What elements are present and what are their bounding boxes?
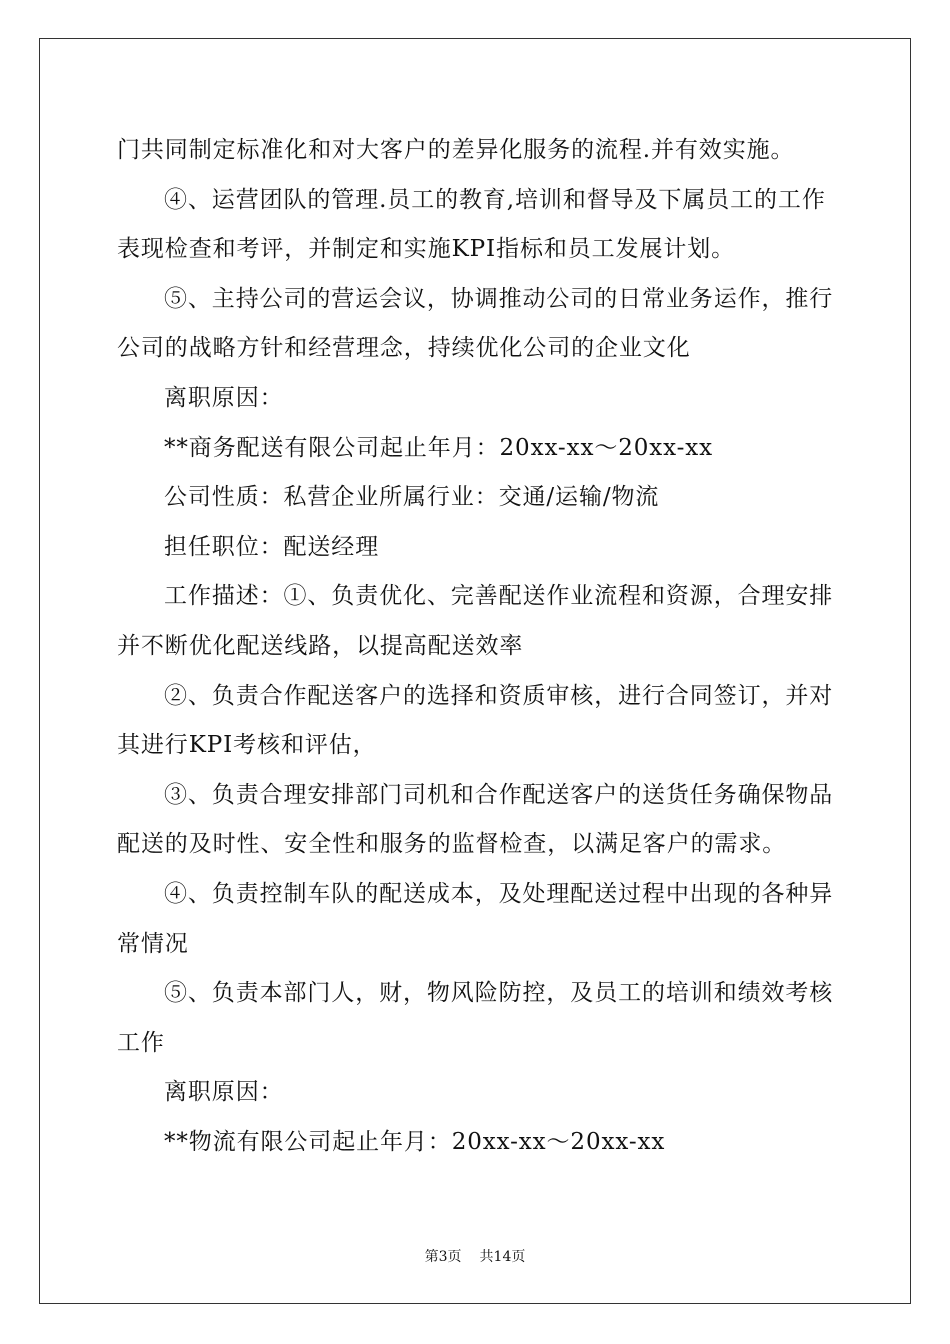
page-number-total: 共14页 bbox=[479, 1249, 526, 1265]
paragraph-line: ④、负责控制车队的配送成本，及处理配送过程中出现的各种异 bbox=[164, 880, 834, 907]
paragraph-line: 配送的及时性、安全性和服务的监督检查，以满足客户的需求。 bbox=[117, 831, 787, 858]
paragraph-line: **商务配送有限公司起止年月：20xx-xx～20xx-xx bbox=[164, 434, 714, 461]
paragraph-line: ④、运营团队的管理.员工的教育,培训和督导及下属员工的工作 bbox=[164, 186, 826, 213]
paragraph-line: 并不断优化配送线路，以提高配送效率 bbox=[117, 632, 524, 659]
paragraph-line: 公司的战略方针和经营理念，持续优化公司的企业文化 bbox=[117, 335, 691, 362]
paragraph-line: 公司性质：私营企业所属行业：交通/运输/物流 bbox=[164, 484, 660, 511]
paragraph-line: 离职原因： bbox=[164, 384, 284, 411]
page-footer bbox=[0, 1246, 950, 1266]
paragraph-line: ②、负责合作配送客户的选择和资质审核，进行合同签订，并对 bbox=[164, 682, 834, 709]
page-number-current: 第3页 bbox=[424, 1249, 462, 1265]
paragraph-line: 离职原因： bbox=[164, 1079, 284, 1106]
paragraph-line: ⑤、负责本部门人，财，物风险防控，及员工的培训和绩效考核 bbox=[164, 980, 834, 1007]
paragraph-line: 常情况 bbox=[117, 930, 189, 957]
document-body bbox=[117, 126, 835, 1167]
paragraph-line: 工作描述：①、负责优化、完善配送作业流程和资源，合理安排 bbox=[164, 583, 834, 610]
paragraph-line: **物流有限公司起止年月：20xx-xx～20xx-xx bbox=[164, 1128, 666, 1155]
paragraph-line: ⑤、主持公司的营运会议，协调推动公司的日常业务运作，推行 bbox=[164, 285, 834, 312]
paragraph-line: 其进行KPI考核和评估， bbox=[117, 732, 377, 759]
paragraph-line: 工作 bbox=[117, 1029, 165, 1056]
paragraph-line: 担任职位：配送经理 bbox=[164, 533, 380, 560]
paragraph-line: 表现检查和考评，并制定和实施KPI指标和员工发展计划。 bbox=[117, 236, 736, 263]
paragraph-line: ③、负责合理安排部门司机和合作配送客户的送货任务确保物品 bbox=[164, 781, 834, 808]
paragraph-line: 门共同制定标准化和对大客户的差异化服务的流程.并有效实施。 bbox=[117, 137, 795, 163]
